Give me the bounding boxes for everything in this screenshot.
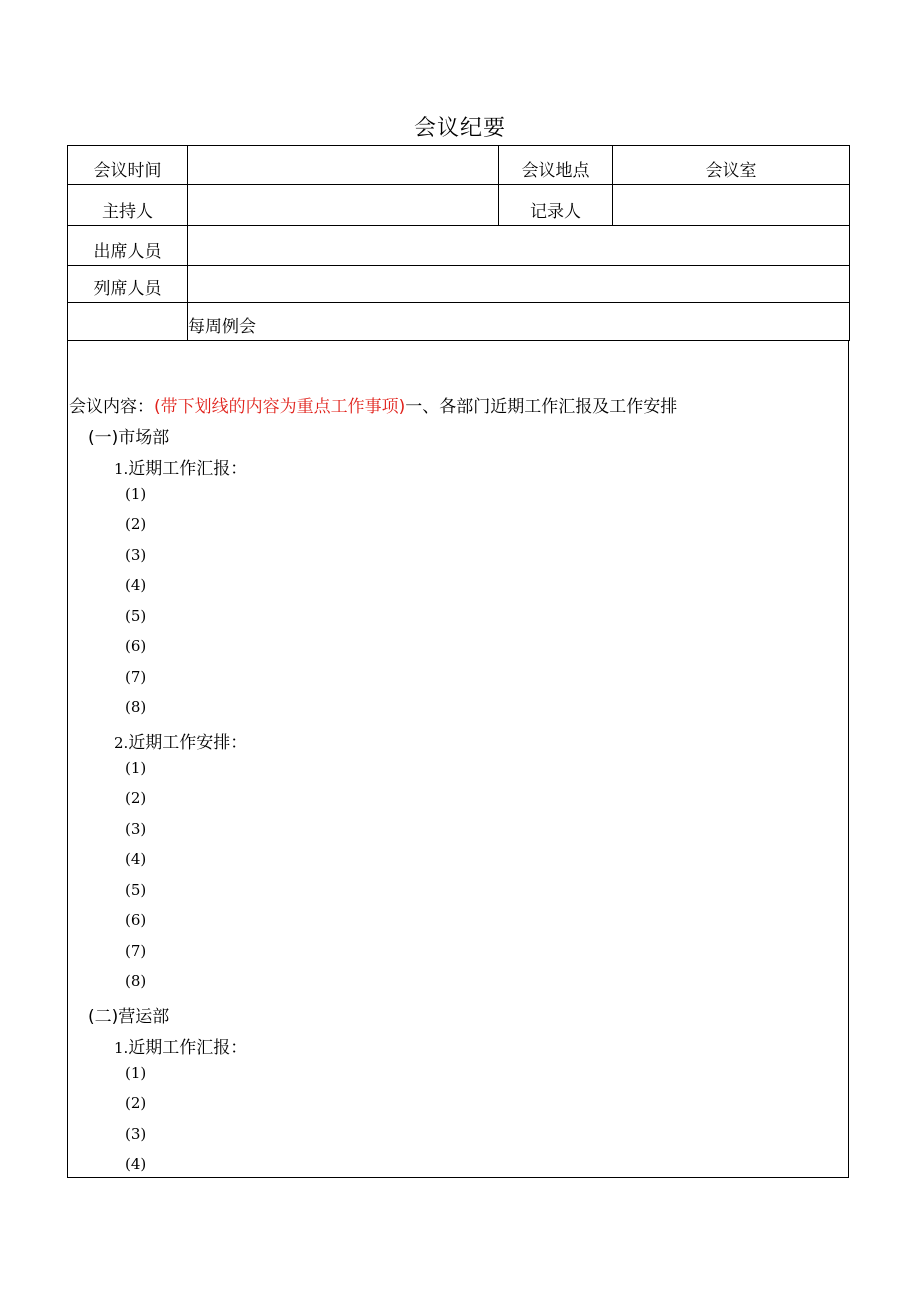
row-host-recorder [68, 185, 850, 226]
operations-report-label: 近期工作汇报： [128, 1038, 248, 1058]
list-item: (2) [125, 789, 147, 807]
observers-label: 列席人员 [68, 266, 188, 303]
row-topic [68, 303, 850, 341]
list-item: (1) [125, 485, 147, 503]
document-title: 会议纪要 [413, 116, 506, 141]
marketing-report-heading [114, 454, 247, 479]
dept-heading-operations: (二)营运部 [88, 1007, 170, 1027]
list-item: (3) [125, 820, 147, 838]
content-intro-prefix: 会议内容： [69, 397, 154, 417]
list-item: (8) [125, 698, 147, 716]
list-item: (2) [125, 1094, 147, 1112]
list-item: (4) [125, 1155, 147, 1173]
list-item: (7) [125, 942, 147, 960]
operations-report-number: 1. [114, 1039, 129, 1057]
list-item: (8) [125, 972, 147, 990]
marketing-report-number: 1. [114, 460, 129, 478]
topic-field[interactable]: 每周例会 [188, 303, 850, 341]
row-observers [68, 266, 850, 303]
marketing-plan-heading [114, 728, 247, 753]
meeting-info-table [67, 145, 850, 341]
time-field[interactable] [188, 146, 499, 185]
list-item: (5) [125, 607, 147, 625]
time-label: 会议时间 [68, 146, 188, 185]
observers-field[interactable] [188, 266, 850, 303]
row-attendees [68, 226, 850, 266]
attendees-label: 出席人员 [68, 226, 188, 266]
content-intro-line [69, 392, 677, 417]
row-time-location [68, 146, 850, 185]
content-intro-note: (带下划线的内容为重点工作事项) [154, 397, 406, 417]
list-item: (1) [125, 1064, 147, 1082]
host-label: 主持人 [68, 185, 188, 226]
marketing-plan-number: 2. [114, 734, 129, 752]
meeting-content-area[interactable] [67, 340, 849, 1178]
recorder-label: 记录人 [499, 185, 613, 226]
attendees-field[interactable] [188, 226, 850, 266]
list-item: (4) [125, 850, 147, 868]
list-item: (7) [125, 668, 147, 686]
list-item: (4) [125, 576, 147, 594]
operations-report-heading [114, 1033, 247, 1058]
list-item: (6) [125, 911, 147, 929]
recorder-field[interactable] [613, 185, 850, 226]
list-item: (3) [125, 1125, 147, 1143]
content-intro-section: 一、各部门近期工作汇报及工作安排 [405, 397, 678, 417]
list-item: (3) [125, 546, 147, 564]
location-label: 会议地点 [499, 146, 613, 185]
dept-heading-marketing: (一)市场部 [88, 428, 170, 448]
list-item: (5) [125, 881, 147, 899]
marketing-report-label: 近期工作汇报： [128, 459, 248, 479]
list-item: (6) [125, 637, 147, 655]
list-item: (2) [125, 515, 147, 533]
topic-label [68, 303, 188, 341]
host-field[interactable] [188, 185, 499, 226]
list-item: (1) [125, 759, 147, 777]
marketing-plan-label: 近期工作安排： [128, 733, 248, 753]
location-field[interactable]: 会议室 [613, 146, 850, 185]
